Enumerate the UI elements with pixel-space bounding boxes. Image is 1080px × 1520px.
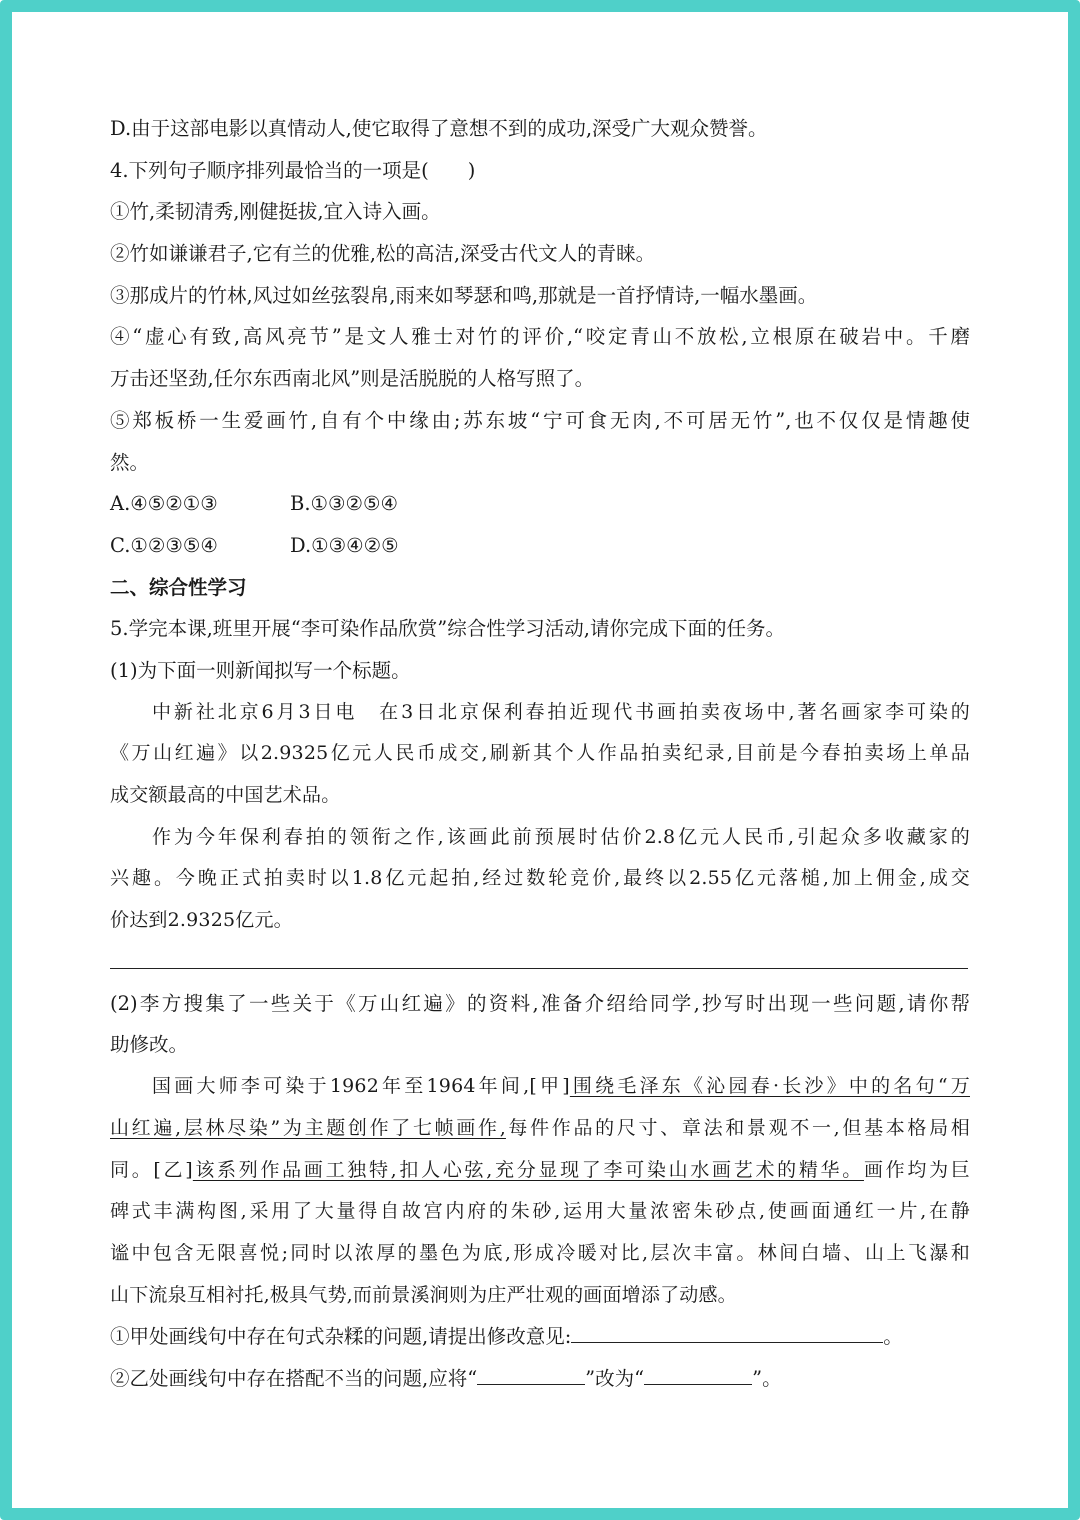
underlined-sentence-jia-cont: 山红遍,层林尽染”为主题创作了七帧画作, <box>110 1116 506 1139</box>
news-para1-line2: 《万山红遍》以2.9325亿元人民币成交,刷新其个人作品拍卖纪录,目前是今春拍卖场上单品 <box>110 742 970 765</box>
choices-row-2 <box>110 525 970 567</box>
question-5-part1: (1)为下面一则新闻拟写一个标题。 <box>110 658 411 682</box>
question-5-part2-line2: 助修改。 <box>110 1033 189 1057</box>
question-5-part2-line1: (2)李方搜集了一些关于《万山红遍》的资料,准备介绍给同学,抄写时出现一些问题,请你帮 <box>110 991 970 1015</box>
answer-jia-row <box>110 1316 970 1358</box>
choice-b: B.①③②⑤④ <box>290 492 398 516</box>
material-line5: 谧中包含无限喜悦;同时以浓厚的墨色为底,形成冷暖对比,层次丰富。林间白墙、山上飞瀑和 <box>110 1241 970 1264</box>
answer-yi-prompt: ②乙处画线句中存在搭配不当的问题,应将“ <box>110 1366 478 1390</box>
sentence-5-part1: ⑤郑板桥一生爱画竹,自有个中缘由;苏东坡“宁可食无肉,不可居无竹”,也不仅仅是情趣使 <box>110 408 970 432</box>
choices-row-1 <box>110 483 970 525</box>
sentence-1: ①竹,柔韧清秀,刚健挺拔,宜入诗入画。 <box>110 200 441 224</box>
choice-c: C.①②③⑤④ <box>110 533 218 557</box>
answer-yi-end: ”。 <box>752 1366 782 1390</box>
sentence-2: ②竹如谦谦君子,它有兰的优雅,松的高洁,深受古代文人的青睐。 <box>110 242 656 266</box>
material-text: 同。[乙] <box>110 1158 193 1181</box>
material-text: 国画大师李可染于1962年至1964年间,[甲] <box>152 1075 570 1098</box>
sentence-4-part1: ④“虚心有致,高风亮节”是文人雅士对竹的评价,“咬定青山不放松,立根原在破岩中。千磨 <box>110 325 970 349</box>
answer-jia-prompt: ①甲处画线句中存在句式杂糅的问题,请提出修改意见: <box>110 1325 572 1349</box>
answer-yi-blank-from[interactable] <box>477 1360 585 1385</box>
section-heading: 二、综合性学习 <box>110 575 247 599</box>
news-para2-line2: 兴趣。今晚正式拍卖时以1.8亿元起拍,经过数轮竞价,最终以2.55亿元落槌,加上佣金,成交 <box>110 867 970 890</box>
answer-jia-end: 。 <box>883 1325 903 1349</box>
sentence-5-part2: 然。 <box>110 450 150 474</box>
answer-jia-blank[interactable] <box>571 1318 883 1343</box>
material-line6: 山下流泉互相衬托,极具气势,而前景溪涧则为庄严壮观的画面增添了动感。 <box>110 1283 737 1306</box>
news-para1-line3: 成交额最高的中国艺术品。 <box>110 784 341 806</box>
news-para1-line1: 中新社北京6月3日电 在3日北京保利春拍近现代书画拍卖夜场中,著名画家李可染的 <box>152 700 970 723</box>
answer-yi-blank-to[interactable] <box>644 1360 752 1385</box>
answer-yi-mid: ”改为“ <box>585 1366 645 1390</box>
sentence-4-part2: 万击还坚劲,任尔东西南北风”则是活脱脱的人格写照了。 <box>110 367 595 391</box>
underlined-sentence-jia: 围绕毛泽东《沁园春·长沙》中的名句“万 <box>569 1075 970 1098</box>
news-para2-line1: 作为今年保利春拍的领衔之作,该画此前预展时估价2.8亿元人民币,引起众多收藏家的 <box>152 825 970 848</box>
material-line4: 碑式丰满构图,采用了大量得自故宫内府的朱砂,运用大量浓密朱砂点,使画面通红一片,在静 <box>110 1200 970 1223</box>
material-line2 <box>110 1108 970 1150</box>
material-text: 每件作品的尺寸、章法和景观不一,但基本格局相 <box>505 1116 970 1139</box>
choice-a: A.④⑤②①③ <box>110 492 218 516</box>
material-line3 <box>110 1150 970 1192</box>
material-text: 画作均为巨 <box>863 1158 970 1181</box>
question-4: 4.下列句子顺序排列最恰当的一项是( ) <box>110 158 476 182</box>
title-answer-line[interactable] <box>110 942 968 969</box>
question-5: 5.学完本课,班里开展“李可染作品欣赏”综合性学习活动,请你完成下面的任务。 <box>110 617 785 641</box>
option-d-line: D.由于这部电影以真情动人,使它取得了意想不到的成功,深受广大观众赞誉。 <box>110 117 768 140</box>
worksheet-page <box>110 108 970 1400</box>
answer-yi-row <box>110 1358 970 1400</box>
underlined-sentence-yi: 该系列作品画工独特,扣人心弦,充分显现了李可染山水画艺术的精华。 <box>192 1158 864 1181</box>
sentence-3: ③那成片的竹林,风过如丝弦裂帛,雨来如琴瑟和鸣,那就是一首抒情诗,一幅水墨画。 <box>110 283 818 307</box>
news-para2-line3: 价达到2.9325亿元。 <box>110 909 293 932</box>
choice-d: D.①③④②⑤ <box>290 533 399 557</box>
material-line1 <box>110 1066 970 1108</box>
